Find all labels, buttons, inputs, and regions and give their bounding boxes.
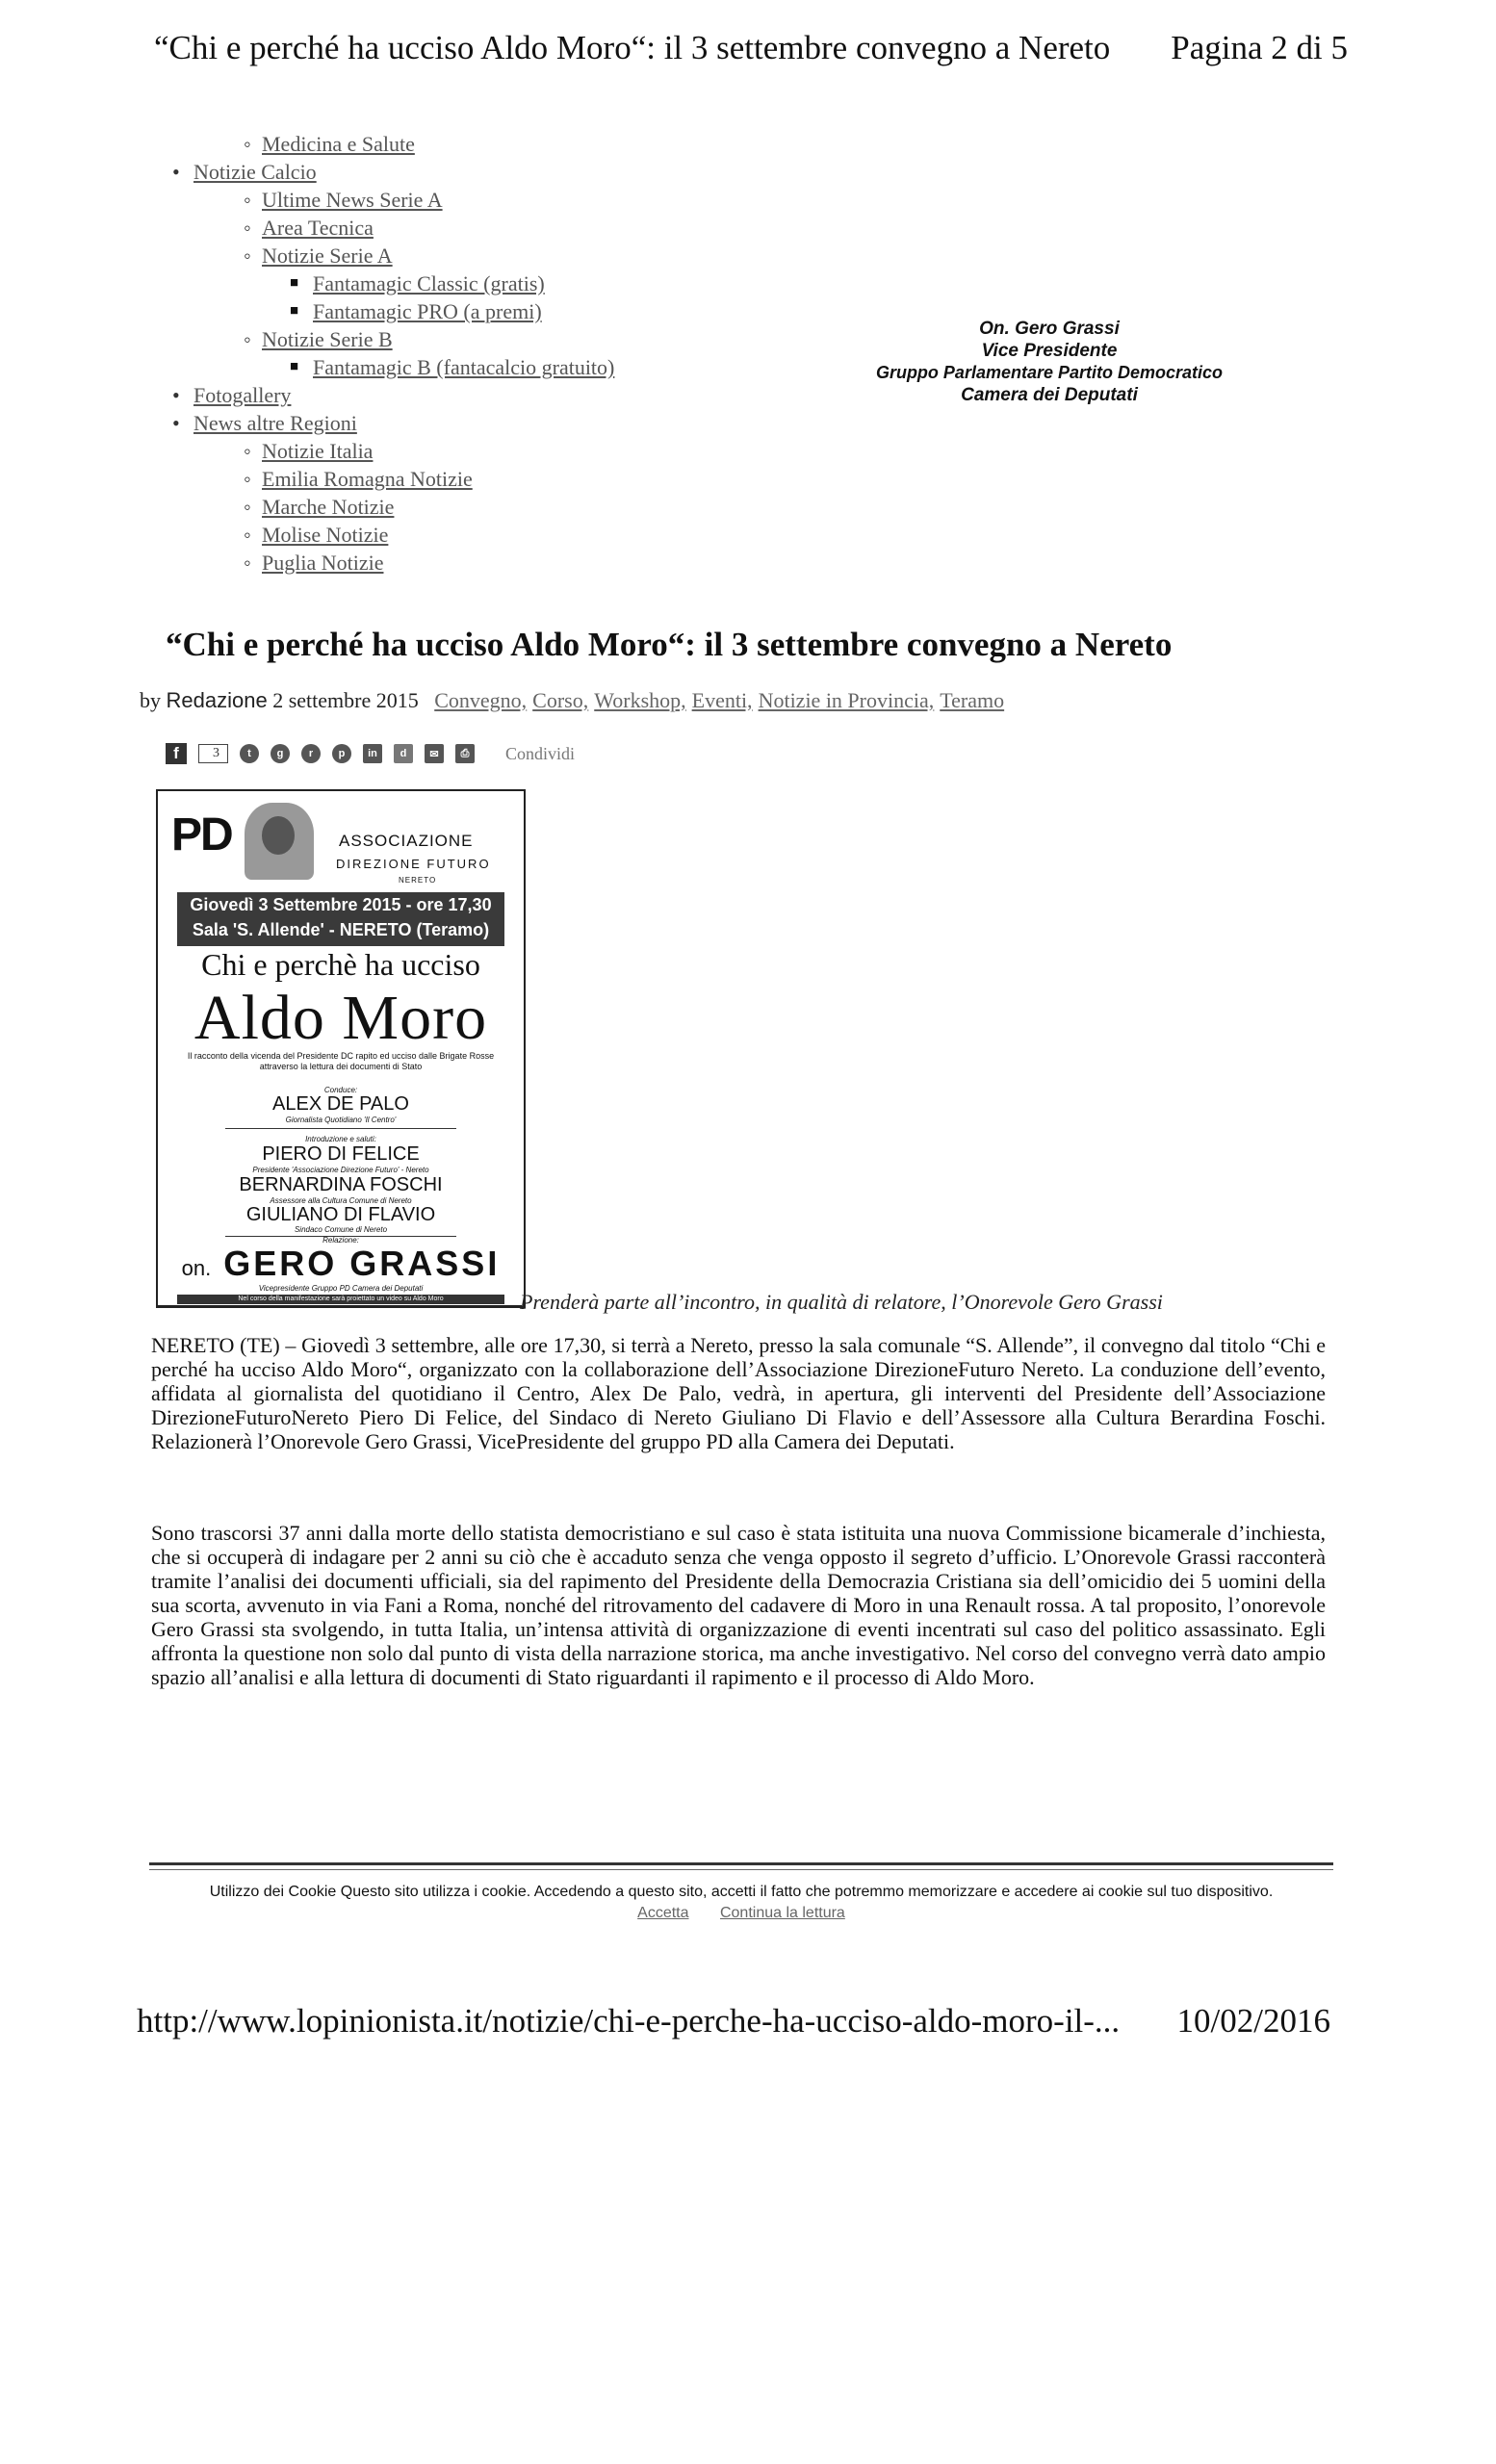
nav-link[interactable]: News altre Regioni <box>193 411 357 435</box>
category-link[interactable]: Eventi, <box>691 688 753 712</box>
print-header-title: “Chi e perché ha ucciso Aldo Moro“: il 3 settembre convegno a Nereto <box>154 29 1111 66</box>
poster-name-piero: PIERO DI FELICE <box>262 1143 420 1165</box>
category-link[interactable]: Corso, <box>532 688 589 712</box>
digg-icon[interactable]: d <box>394 744 413 763</box>
poster-title: Aldo Moro <box>193 983 488 1053</box>
category-links <box>434 688 1010 712</box>
poster-role-alex: Giornalista Quotidiano 'Il Centro' <box>285 1116 397 1124</box>
event-poster <box>156 789 526 1308</box>
nav-item <box>168 130 614 158</box>
poster-name-giuliano: GIULIANO DI FLAVIO <box>245 1204 436 1225</box>
pd-logo: PD <box>171 809 232 860</box>
category-link[interactable]: Convegno, <box>434 688 528 712</box>
print-icon[interactable]: ⎙ <box>455 744 475 763</box>
nav-item <box>168 521 614 549</box>
nav-item <box>168 214 614 242</box>
nav-item <box>168 465 614 493</box>
poster-intro-label: Introduzione e saluti: <box>305 1135 376 1143</box>
nav-item <box>168 186 614 214</box>
twitter-icon[interactable]: t <box>240 744 259 763</box>
nav-link[interactable]: Fantamagic B (fantacalcio gratuito) <box>313 355 615 379</box>
poster-name-bernardina: BERNARDINA FOSCHI <box>239 1174 443 1195</box>
nav-item <box>168 381 614 409</box>
print-date: 10/02/2016 <box>1176 2002 1330 2040</box>
nav-item <box>168 297 614 325</box>
ad-line-role: Vice Presidente <box>981 341 1118 361</box>
author-name: Redazione <box>166 688 268 712</box>
nav-item <box>168 437 614 465</box>
poster-speaker <box>168 1244 514 1284</box>
nav-link[interactable]: Emilia Romagna Notizie <box>262 467 473 491</box>
nav-link[interactable]: Notizie Serie A <box>262 244 393 268</box>
poster-role-bernardina: Assessore alla Cultura Comune di Nereto <box>270 1196 412 1205</box>
poster-on-prefix: on. <box>181 1256 212 1280</box>
image-caption: Prenderà parte all’incontro, in qualità di relatore, l’Onorevole Gero Grassi <box>520 1290 1163 1314</box>
publish-date: 2 settembre 2015 <box>272 688 419 712</box>
nav-link[interactable]: Notizie Calcio <box>193 160 317 184</box>
nav-link[interactable]: Molise Notizie <box>262 523 389 547</box>
category-link[interactable]: Workshop, <box>594 688 686 712</box>
article-title: “Chi e perché ha ucciso Aldo Moro“: il 3 settembre convegno a Nereto <box>166 626 1173 663</box>
category-link[interactable]: Teramo <box>940 688 1005 712</box>
page-number: Pagina 2 di 5 <box>1171 29 1348 66</box>
category-nav <box>168 130 614 577</box>
nav-item <box>168 270 614 297</box>
article-paragraph: Sono trascorsi 37 anni dalla morte dello statista democristiano e sul caso è stata istituita una nuova Commissione bicamerale d’inchiesta, che si occuperà di indagare per 2 anni su ciò che è accaduto senza che venga opposto il segreto d’ufficio. L’Onorevole Grassi racconterà tramite l’analisi dei documenti ufficiali, sia del rapimento del Presidente della Democrazia Cristiana sia dell’omicidio dei 5 uomini della sua scorta, avvenuto in via Fani a Roma, nonché del ritrovamento del cadavere di Moro in una Renault rossa. A tal proposito, l’onorevole Gero Grassi sta svolgendo, in tutta Italia, un’intensa attività di organizzazione di eventi incentrati sul caso del politico assassinato. Egli affronta la questione non solo dal punto di vista della narrazione storica, ma anche investigativo. Nel corso del convegno verrà dato ampio spazio all’analisi e alla lettura di documenti di Stato riguardanti il rapimento e il processo di Aldo Moro. <box>151 1521 1326 1689</box>
cookie-accept-button[interactable]: Accetta <box>637 1905 689 1921</box>
poster-venue: Sala 'S. Allende' - NERETO (Teramo) <box>192 920 490 939</box>
pinterest-icon[interactable]: p <box>332 744 351 763</box>
nav-link[interactable]: Marche Notizie <box>262 495 395 519</box>
nav-item <box>168 409 614 437</box>
nav-link[interactable]: Area Tecnica <box>262 216 374 240</box>
nav-list <box>168 130 614 577</box>
email-icon[interactable]: ✉ <box>425 744 444 763</box>
article-paragraph: NERETO (TE) – Giovedì 3 settembre, alle ore 17,30, si terrà a Nereto, presso la sala comunale “S. Allende”, il convegno dal titolo “Chi e perché ha ucciso Aldo Moro“, organizzato con la collaborazione dell’Associazione DirezioneFuturo Nereto. La conduzione dell’evento, affidata al giornalista del quotidiano il Centro, Alex De Palo, vedrà, in apertura, gli interventi del Presidente dell’Associazione DirezioneFuturoNereto Piero Di Felice, del Sindaco di Nereto Giuliano Di Flavio e dell’Assessore alla Cultura Berardina Foschi. Relazionerà l’Onorevole Gero Grassi, VicePresidente del gruppo PD alla Camera dei Deputati. <box>151 1333 1326 1453</box>
nav-link[interactable]: Fantamagic Classic (gratis) <box>313 271 545 295</box>
ad-line-chamber: Camera dei Deputati <box>961 385 1138 405</box>
nav-item <box>168 549 614 577</box>
print-header <box>154 29 1348 67</box>
share-bar <box>166 739 575 768</box>
nav-link[interactable]: Fantamagic PRO (a premi) <box>313 299 542 323</box>
poster-video-note: Nel corso della manifestazione sarà proiettato un video su Aldo Moro <box>177 1295 504 1304</box>
nav-item <box>168 353 614 381</box>
cookie-notice <box>183 1882 1300 1924</box>
poster-assoc-line2: DIREZIONE FUTURO <box>336 857 491 871</box>
ad-line-group: Gruppo Parlamentare Partito Democratico <box>875 363 1224 382</box>
poster-description: Il racconto della vicenda del Presidente DC rapito ed ucciso dalle Brigate Rosse attraverso la lettura dei documenti di Stato <box>187 1051 495 1071</box>
cookie-bar-border <box>149 1869 1333 1870</box>
poster-assoc-line1: ASSOCIAZIONE <box>339 832 474 850</box>
byline <box>140 688 1010 713</box>
category-link[interactable]: Notizie in Provincia, <box>758 688 935 712</box>
poster-date-band <box>177 892 504 946</box>
share-count: 3 <box>198 744 228 763</box>
share-label[interactable]: Condividi <box>505 743 576 763</box>
facebook-icon[interactable]: f <box>166 743 187 764</box>
poster-speaker-role: Vicepresidente Gruppo PD Camera dei Deputati <box>258 1284 424 1293</box>
poster-divider <box>225 1128 456 1129</box>
poster-conduce-label: Conduce: <box>323 1086 358 1094</box>
caption-underline <box>156 1305 522 1307</box>
poster-role-giuliano: Sindaco Comune di Nereto <box>294 1225 388 1234</box>
aldo-moro-portrait <box>245 803 314 880</box>
cookie-text: Utilizzo dei Cookie Questo sito utilizza i cookie. Accedendo a questo sito, accetti il fatto che potremmo memorizzare e accedere ai cookie sul tuo dispositivo. <box>209 1884 1274 1900</box>
poster-subtitle: Chi e perchè ha ucciso <box>201 947 480 982</box>
nav-item <box>168 158 614 186</box>
sponsor-banner[interactable] <box>857 318 1242 406</box>
reddit-icon[interactable]: r <box>301 744 321 763</box>
cookie-bar-border <box>149 1862 1333 1865</box>
google-plus-icon[interactable]: g <box>271 744 290 763</box>
linkedin-icon[interactable]: in <box>363 744 382 763</box>
nav-item <box>168 242 614 270</box>
nav-link[interactable]: Puglia Notizie <box>262 551 384 575</box>
nav-link[interactable]: Notizie Italia <box>262 439 374 463</box>
poster-assoc-line3: NERETO <box>399 876 437 885</box>
byline-prefix: by <box>140 688 161 712</box>
poster-relazione-label: Relazione: <box>322 1236 359 1245</box>
poster-date: Giovedì 3 Settembre 2015 - ore 17,30 <box>190 895 492 914</box>
nav-link[interactable]: Ultime News Serie A <box>262 188 443 212</box>
nav-link[interactable]: Medicina e Salute <box>262 132 415 156</box>
poster-name-alex: ALEX DE PALO <box>272 1093 409 1115</box>
print-footer <box>137 2002 1330 2040</box>
ad-line-name: On. Gero Grassi <box>979 319 1120 339</box>
poster-speaker-name: GERO GRASSI <box>223 1244 501 1283</box>
page-url: http://www.lopinionista.it/notizie/chi-e-perche-ha-ucciso-aldo-moro-il-... <box>137 2002 1121 2040</box>
cookie-continue-link[interactable]: Continua la lettura <box>719 1905 845 1921</box>
nav-item <box>168 493 614 521</box>
nav-link[interactable]: Fotogallery <box>193 383 292 407</box>
poster-role-piero: Presidente 'Associazione Direzione Futuro' - Nereto <box>252 1166 429 1174</box>
nav-link[interactable]: Notizie Serie B <box>262 327 393 351</box>
nav-item <box>168 325 614 353</box>
